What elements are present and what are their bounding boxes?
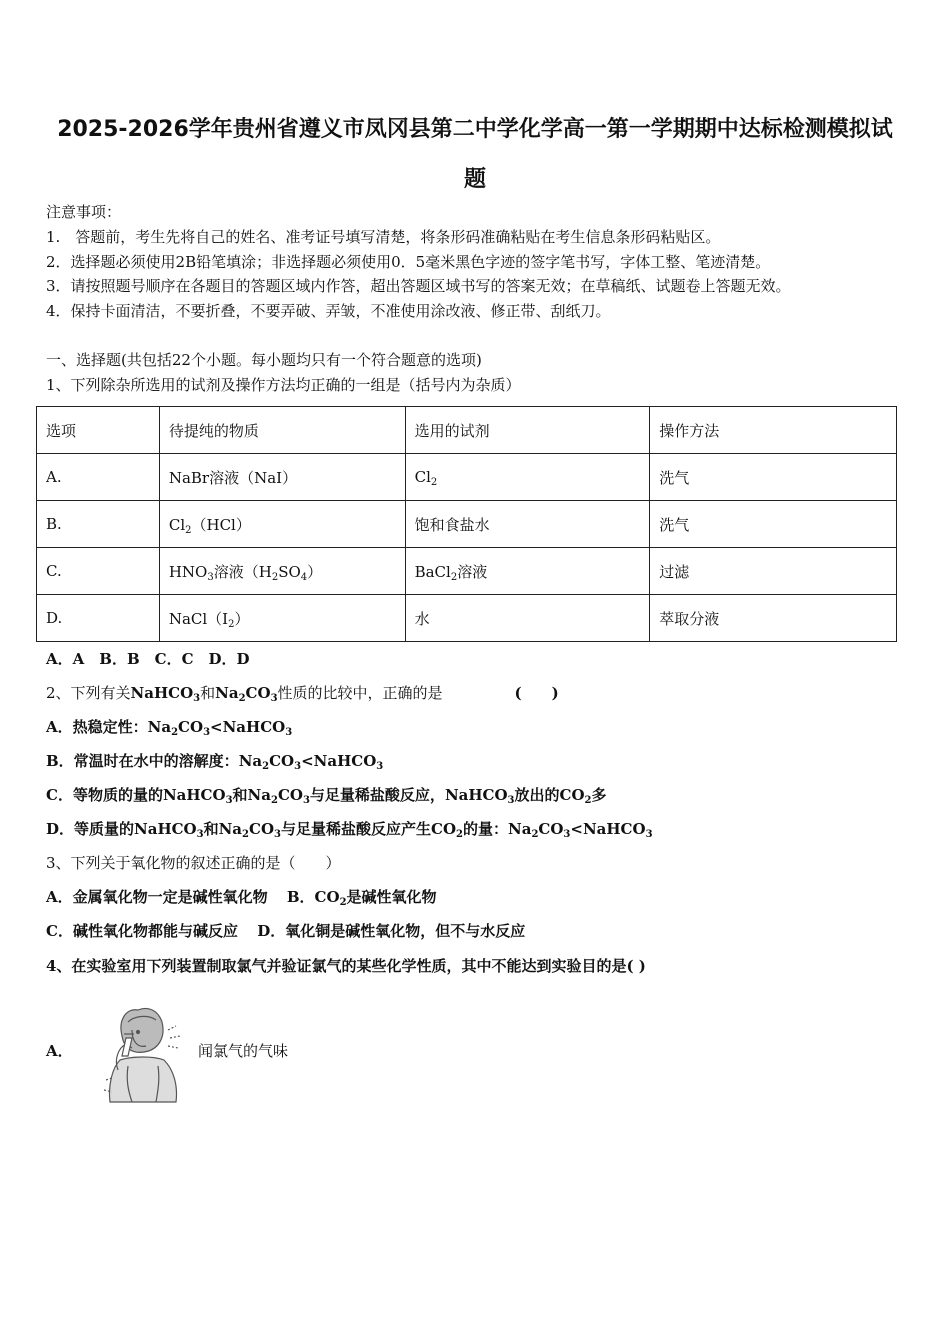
- table-cell-option: C.: [37, 548, 160, 595]
- table-header-row: [37, 407, 897, 454]
- question-1-table: [36, 406, 897, 642]
- table-header-cell: 选项: [37, 407, 160, 454]
- stem-text: 性质的比较中，正确的是: [277, 684, 443, 702]
- answer-paren: ( ): [514, 684, 559, 702]
- table-cell-option: A.: [37, 454, 160, 501]
- subscript: 3: [270, 693, 278, 704]
- option-b: B．$CO_2$是碱性氧化物: [286, 888, 437, 908]
- table-cell-option: B.: [37, 501, 160, 548]
- section-heading: 一、选择题(共包括22个小题。每小题均只有一个符合题意的选项): [46, 351, 482, 369]
- notice-item: 1. 答题前，考生先将自己的姓名、准考证号填写清楚，将条形码准确粘贴在考生信息条形码粘贴区。: [46, 228, 721, 246]
- question-1-answers: A．A B．B C．C D．D: [46, 650, 250, 668]
- question-3-options-cd: [46, 921, 525, 941]
- table-cell-substance: [159, 595, 405, 642]
- option-label: C．等物质的量的: [46, 786, 163, 804]
- table-row: [37, 548, 897, 595]
- substance-text: Cl: [168, 515, 186, 534]
- subscript: 2: [238, 693, 246, 704]
- option-text: B．CO: [286, 888, 340, 906]
- notice-item: 3．请按照题号顺序在各题目的答题区域内作答，超出答题区域书写的答案无效；在草稿纸、试题卷上答题无效。: [46, 277, 791, 295]
- notice-item: 2．选择题必须使用2B铅笔填涂；非选择题必须使用0．5毫米黑色字迹的签字笔书写，字体工整、笔迹清楚。: [46, 253, 771, 271]
- table-header-cell: 操作方法: [650, 407, 897, 454]
- option-text: 是碱性氧化物: [346, 888, 437, 906]
- option-a: A．金属氧化物一定是碱性氧化物: [46, 888, 268, 906]
- stem-text: 2、下列有关: [46, 684, 131, 702]
- question-3-options-ab: [46, 887, 437, 907]
- table-header-cell: 待提纯的物质: [159, 407, 405, 454]
- subscript: 3: [207, 571, 214, 583]
- substance-text: 溶液（H: [213, 562, 272, 581]
- substance-text: HNO: [168, 562, 208, 581]
- question-4-option-a-text: 闻氯气的气味: [198, 1042, 289, 1060]
- question-4-stem: 4、在实验室用下列装置制取氯气并验证氯气的某些化学性质，其中不能达到实验目的是( ): [46, 957, 646, 975]
- document-title: [30, 105, 920, 205]
- notice-item: 4．保持卡面清洁，不要折叠，不要弄破、弄皱，不准使用涂改液、修正带、刮纸刀。: [46, 302, 611, 320]
- title-line-2: 题: [463, 167, 486, 192]
- table-cell-substance: [159, 501, 405, 548]
- question-1-stem: 1、下列除杂所选用的试剂及操作方法均正确的一组是（括号内为杂质）: [46, 376, 521, 394]
- table-cell-reagent: [405, 454, 650, 501]
- subscript: 4: [300, 571, 308, 583]
- reagent-text: BaCl: [414, 562, 451, 581]
- reagent-text: 溶液: [457, 562, 488, 581]
- question-4-option-a-label: A．: [46, 1042, 73, 1060]
- option-c: C．碱性氧化物都能与碱反应: [46, 922, 238, 940]
- notice-heading: 注意事项：: [46, 203, 122, 221]
- substance-text: ）: [234, 609, 250, 628]
- option-label: D．等质量的: [46, 820, 135, 838]
- question-2-stem: [46, 683, 559, 703]
- table-cell-reagent: 水: [405, 595, 650, 642]
- option-label: B．常温时在水中的溶解度：: [46, 752, 239, 770]
- question-3-stem: 3、下列关于氧化物的叙述正确的是（ ）: [46, 854, 341, 872]
- substance-text: ）: [307, 562, 323, 581]
- subscript: 2: [228, 618, 235, 630]
- substance-text: NaCl（I: [168, 609, 229, 628]
- option-text: 放出的: [514, 786, 560, 804]
- option-label: A．热稳定性：: [46, 718, 148, 736]
- option-text: 的量：: [462, 820, 508, 838]
- person-smelling-flask-illustration: [98, 990, 196, 1108]
- option-text: 与足量稀盐酸反应产生: [280, 820, 431, 838]
- question-2-option-d: D．等质量的NaHCO$_3$和$Na_2CO_3$与足量稀盐酸反应产生$CO_2$的量：$Na_2CO_3<NaHCO_3$: [46, 820, 653, 840]
- table-cell-reagent: [405, 548, 650, 595]
- substance-text: （HCl）: [191, 515, 251, 534]
- option-text: 多: [591, 786, 607, 804]
- table-cell-method: 过滤: [650, 548, 897, 595]
- question-2-option-a: A．热稳定性：$Na_2CO_3<NaHCO_3$: [46, 718, 293, 738]
- option-text: 与足量稀盐酸反应，: [309, 786, 445, 804]
- option-d: D．氧化铜是碱性氧化物，但不与水反应: [257, 922, 526, 940]
- stem-text: 和: [200, 684, 216, 702]
- substance-text: SO: [278, 562, 301, 581]
- table-cell-reagent: 饱和食盐水: [405, 501, 650, 548]
- table-cell-method: 萃取分液: [650, 595, 897, 642]
- title-line-1: 2025-2026学年贵州省遵义市凤冈县第二中学化学高一第一学期期中达标检测模拟试: [57, 117, 893, 142]
- table-cell-option: D.: [37, 595, 160, 642]
- subscript: 2: [430, 477, 438, 488]
- formula: CO: [245, 684, 271, 702]
- subscript: 3: [193, 693, 201, 704]
- question-2-option-c: C．等物质的量的NaHCO$_3$和$Na_2CO_3$与足量稀盐酸反应，NaHCO$_3$放出的$CO_2$多: [46, 786, 607, 806]
- formula: NaHCO: [130, 684, 194, 702]
- table-cell-method: 洗气: [650, 454, 897, 501]
- table-row: [37, 595, 897, 642]
- subscript: 2: [185, 524, 192, 536]
- table-cell-substance: [159, 548, 405, 595]
- table-cell-substance: NaBr溶液（NaI）: [159, 454, 405, 501]
- table-row: [37, 501, 897, 548]
- question-2-option-b: B．常温时在水中的溶解度：$Na_2CO_3<NaHCO_3$: [46, 752, 384, 772]
- subscript: 2: [271, 571, 279, 583]
- table-row: [37, 454, 897, 501]
- reagent-text: Cl: [414, 468, 431, 486]
- subscript: 2: [450, 571, 458, 583]
- formula: Na: [215, 684, 239, 702]
- table-header-cell: 选用的试剂: [405, 407, 650, 454]
- table-cell-method: 洗气: [650, 501, 897, 548]
